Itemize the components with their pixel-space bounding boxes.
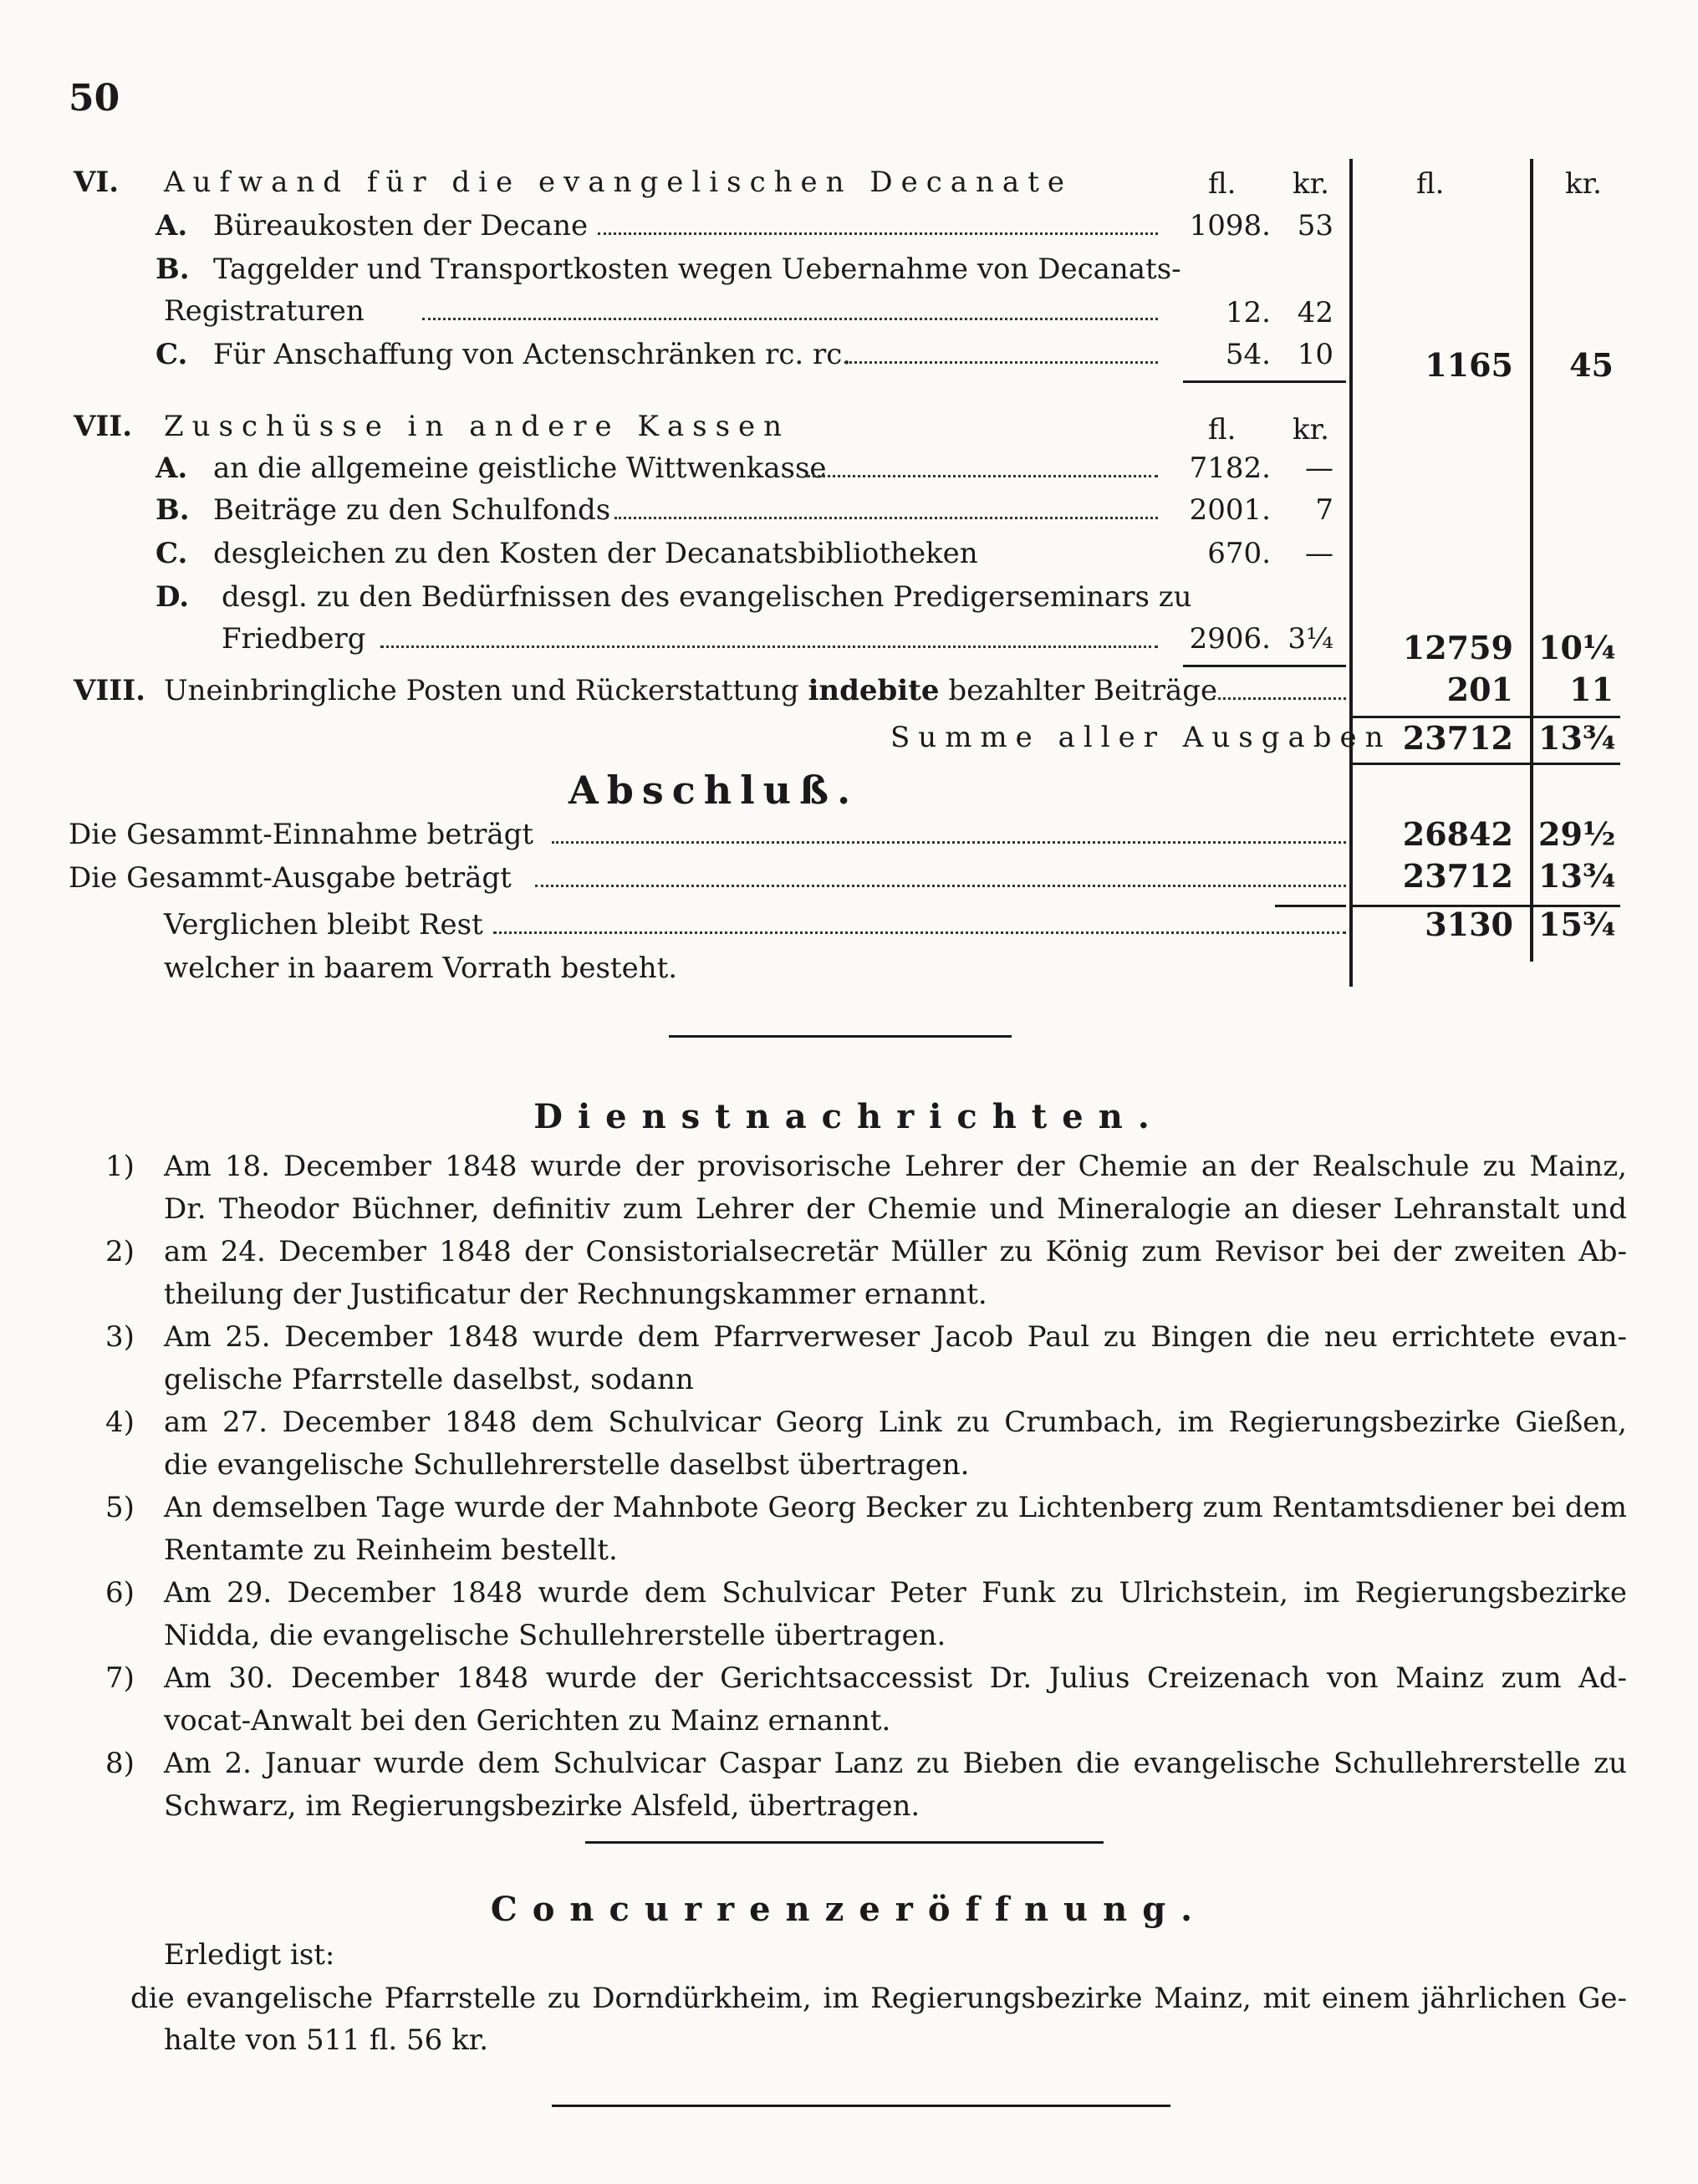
vi-a-kr: 53: [1297, 209, 1333, 242]
vi-c-text: Für Anschaffung von Actenschränken rc. rc.: [213, 338, 852, 371]
section-divider: [669, 1035, 1012, 1038]
summe-fl: 23712: [1402, 719, 1513, 757]
col-fl-label: fl.: [1208, 167, 1237, 201]
dienst-item-line: Am 2. Januar wurde dem Schulvicar Caspar Lanz zu Bieben die evangelische Schullehrerstelle zu: [164, 1747, 1627, 1780]
vii-c-text: desgleichen zu den Kosten der Decanatsbibliotheken: [213, 537, 978, 570]
vi-c-fl: 54.: [1225, 338, 1271, 371]
vi-b-letter: B.: [156, 253, 190, 286]
ausgabe-kr: 13¾: [1538, 857, 1616, 895]
rest-label: Verglichen bleibt Rest: [164, 908, 483, 941]
vi-c-letter: C.: [156, 338, 188, 371]
leader-dots: [1212, 697, 1346, 700]
rest-kr: 15¾: [1538, 906, 1616, 943]
leader-dots: [614, 517, 1158, 519]
page-number: 50: [69, 77, 120, 120]
dienst-item-line: Rentamte zu Reinheim bestellt.: [164, 1533, 618, 1567]
summe-kr: 13¾: [1538, 719, 1616, 757]
vii-total-fl: 12759: [1402, 629, 1513, 666]
viii-text-indebite: indebite: [808, 674, 940, 707]
vii-b-letter: B.: [156, 493, 190, 527]
vi-c-kr: 10: [1297, 338, 1333, 371]
subtotal-rule: [1183, 665, 1346, 667]
dienst-item-line: Dr. Theodor Büchner, definitiv zum Lehrer der Chemie und Mineralogie an dieser Lehranstalt und: [164, 1192, 1627, 1226]
dienst-item-line: am 27. December 1848 dem Schulvicar Georg Link zu Crumbach, im Regierungsbezirke Gießen,: [164, 1406, 1627, 1439]
dienst-item-number: 2): [105, 1235, 135, 1268]
leader-dots: [552, 841, 1346, 844]
vi-a-text: Büreaukosten der Decane: [213, 209, 589, 242]
vii-d-fl: 2906.: [1189, 622, 1271, 656]
dienst-item-line: Am 30. December 1848 wurde der Gerichtsaccessist Dr. Julius Creizenach von Mainz zum Ad-: [164, 1661, 1627, 1695]
dienst-item-number: 7): [105, 1661, 135, 1695]
einnahme-kr: 29½: [1538, 815, 1616, 853]
section-viii-numeral: VIII.: [74, 674, 145, 707]
section-divider: [552, 2105, 1170, 2107]
short-rule: [1275, 905, 1346, 907]
summe-label: Summe aller Ausgaben: [890, 721, 1392, 754]
dienst-item-number: 5): [105, 1491, 135, 1524]
vi-b-fl: 12.: [1225, 296, 1271, 329]
vii-a-text: an die allgemeine geistliche Wittwenkasse: [213, 452, 827, 485]
vi-b-text-2: Registraturen: [164, 294, 365, 328]
rest-fl: 3130: [1425, 906, 1513, 943]
einnahme-fl: 26842: [1402, 815, 1513, 853]
col-kr-label: kr.: [1293, 413, 1329, 446]
dienst-item-line: Am 25. December 1848 wurde dem Pfarrverweser Jacob Paul zu Bingen die neu errichtete evan-: [164, 1320, 1627, 1354]
dienst-item-line: Am 29. December 1848 wurde dem Schulvicar Peter Funk zu Ulrichstein, im Regierungsbezirke: [164, 1576, 1627, 1610]
viii-text-a: Uneinbringliche Posten und Rückerstattung: [164, 674, 799, 707]
section-vi-numeral: VI.: [74, 166, 120, 199]
dienst-item-number: 4): [105, 1406, 135, 1439]
leader-dots: [380, 646, 1158, 648]
leader-dots: [807, 475, 1158, 477]
column-rule-left: [1349, 159, 1353, 987]
vi-total-fl: 1165: [1425, 346, 1513, 384]
leader-dots: [844, 361, 1158, 364]
col-fl2-label: fl.: [1416, 167, 1445, 201]
dienst-item-line: An demselben Tage wurde der Mahnbote Georg Becker zu Lichtenberg zum Rentamtsdiener bei dem: [164, 1491, 1627, 1524]
erledigt-label: Erledigt ist:: [164, 1938, 335, 1972]
vii-c-kr: —: [1305, 537, 1333, 570]
dienst-item-line: vocat-Anwalt bei den Gerichten zu Mainz ernannt.: [164, 1704, 891, 1738]
vii-d-letter: D.: [156, 580, 190, 614]
concurrenz-title: Concurrenzeröffnung.: [490, 1890, 1208, 1929]
dienst-item-line: theilung der Justificatur der Rechnungskammer ernannt.: [164, 1278, 987, 1311]
dienst-item-line: Am 18. December 1848 wurde der provisorische Lehrer der Chemie an der Realschule zu Mainz,: [164, 1150, 1627, 1183]
section-divider: [585, 1841, 1104, 1844]
viii-text: [164, 674, 1217, 707]
col-kr-label: kr.: [1293, 167, 1329, 201]
ausgabe-fl: 23712: [1402, 857, 1513, 895]
abschluss-title: Abschluß.: [569, 768, 859, 813]
col-fl-label: fl.: [1208, 413, 1237, 446]
vii-total-kr: 10¼: [1538, 629, 1616, 666]
dienst-item-line: Nidda, die evangelische Schullehrerstelle übertragen.: [164, 1619, 946, 1652]
dienst-item-number: 6): [105, 1576, 135, 1610]
vii-b-kr: 7: [1315, 493, 1333, 527]
vii-c-fl: 670.: [1207, 537, 1271, 570]
section-vii-numeral: VII.: [74, 410, 133, 443]
total-rule: [1353, 716, 1620, 718]
leader-dots: [422, 318, 1158, 320]
dienst-item-number: 1): [105, 1150, 135, 1183]
concurrenz-line-2: halte von 511 fl. 56 kr.: [164, 2023, 489, 2057]
vi-a-fl: 1098.: [1189, 209, 1271, 242]
rest-note: welcher in baarem Vorrath besteht.: [164, 952, 678, 985]
leader-dots: [535, 885, 1346, 887]
dienst-item-line: gelische Pfarrstelle daselbst, sodann: [164, 1363, 694, 1396]
einnahme-label: Die Gesammt-Einnahme beträgt: [69, 818, 534, 851]
section-vii-title: Zuschüsse in andere Kassen: [164, 410, 791, 443]
leader-dots: [493, 931, 1346, 934]
vi-total-kr: 45: [1569, 346, 1614, 384]
viii-fl: 201: [1446, 671, 1513, 708]
col-kr2-label: kr.: [1565, 167, 1602, 201]
concurrenz-line-1: die evangelische Pfarrstelle zu Dorndürkheim, im Regierungsbezirke Mainz, mit einem jährlichen Ge-: [130, 1982, 1627, 2015]
vii-a-fl: 7182.: [1189, 452, 1271, 485]
vii-a-letter: A.: [156, 452, 188, 485]
dienst-item-number: 3): [105, 1320, 135, 1354]
vii-b-fl: 2001.: [1189, 493, 1271, 527]
vii-c-letter: C.: [156, 537, 188, 570]
dienst-item-line: Schwarz, im Regierungsbezirke Alsfeld, übertragen.: [164, 1789, 920, 1823]
leader-dots: [598, 232, 1158, 235]
vii-a-kr: —: [1305, 452, 1333, 485]
vi-b-text-1: Taggelder und Transportkosten wegen Uebernahme von Decanats-: [213, 253, 1181, 286]
section-vi-title: Aufwand für die evangelischen Decanate: [164, 166, 1073, 199]
subtotal-rule: [1183, 380, 1346, 383]
dienst-item-line: die evangelische Schullehrerstelle daselbst übertragen.: [164, 1448, 970, 1482]
vi-b-kr: 42: [1297, 296, 1333, 329]
vii-d-text-1: desgl. zu den Bedürfnissen des evangelischen Predigerseminars zu: [222, 580, 1192, 614]
viii-kr: 11: [1569, 671, 1614, 708]
dienst-item-line: am 24. December 1848 der Consistorialsecretär Müller zu König zum Revisor bei der zweiten Ab-: [164, 1235, 1627, 1268]
total-rule: [1353, 763, 1620, 765]
vii-d-text-2: Friedberg: [222, 622, 366, 656]
vi-a-letter: A.: [156, 209, 188, 242]
dienst-title: Dienstnachrichten.: [533, 1097, 1165, 1136]
viii-text-c: bezahlter Beiträge: [948, 674, 1218, 707]
vii-b-text: Beiträge zu den Schulfonds: [213, 493, 611, 527]
ausgabe-label: Die Gesammt-Ausgabe beträgt: [69, 861, 512, 895]
column-rule-right: [1530, 159, 1533, 962]
vii-d-kr: 3¼: [1288, 622, 1333, 656]
dienst-item-number: 8): [105, 1747, 135, 1780]
